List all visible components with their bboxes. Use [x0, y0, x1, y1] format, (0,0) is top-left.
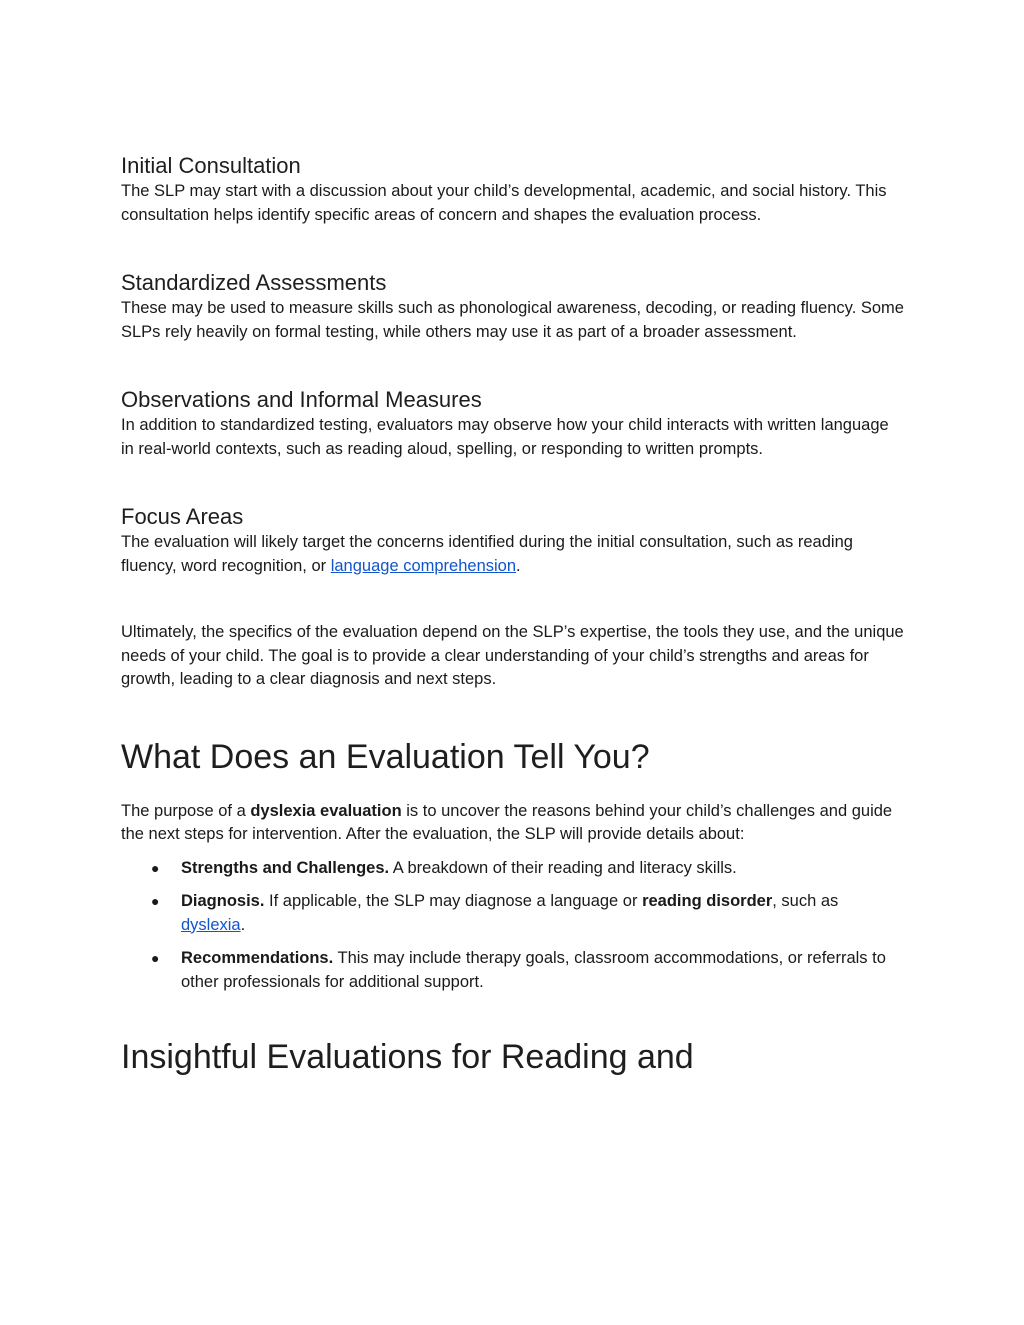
language-comprehension-link[interactable]: language comprehension [330, 556, 517, 575]
bullet-text: If applicable, the SLP may diagnose a language or [264, 892, 643, 910]
list-item [121, 857, 906, 881]
evaluation-intro [121, 800, 906, 847]
section-heading: Observations and Informal Measures [121, 387, 482, 412]
section-body: These may be used to measure skills such as phonological awareness, decoding, or reading fluency. Some SLPs rely heavily on formal testing, while others may use it as part of a broader assessment. [121, 299, 904, 341]
section-initial-consultation [121, 152, 906, 227]
section-standardized-assessments [121, 269, 906, 344]
section-focus-areas [121, 503, 906, 578]
intro-bold: dyslexia evaluation [250, 801, 402, 820]
section-body: The SLP may start with a discussion about your child’s developmental, academic, and social history. This consultation helps identify specific areas of concern and shapes the evaluation process. [121, 182, 887, 224]
bullet-text: A breakdown of their reading and literacy skills. [389, 858, 737, 877]
bullet-bold-reading-disorder: reading disorder [642, 892, 773, 910]
bullet-bold: Recommendations. [181, 949, 334, 967]
evaluation-bullet-list [121, 857, 906, 995]
list-item [121, 947, 906, 994]
closing-paragraph: Ultimately, the specifics of the evaluation depend on the SLP’s expertise, the tools they use, and the unique needs of your child. The goal is to provide a clear understanding of your child’s strengths and areas for growth, leading to a clear diagnosis and next steps. [121, 623, 904, 688]
section-heading: Standardized Assessments [121, 270, 387, 295]
section-observations [121, 386, 906, 461]
focus-text-end: . [516, 556, 521, 575]
evaluation-heading: What Does an Evaluation Tell You? [121, 737, 650, 776]
list-item [121, 890, 906, 937]
intro-text-end: is to uncover the reasons behind your child’s challenges and guide the next steps for intervention. After the evaluation, the SLP will provide details about: [121, 801, 893, 843]
bullet-bold: Strengths and Challenges. [181, 858, 390, 877]
bullet-text: , such as [772, 892, 839, 910]
section-body [121, 531, 906, 578]
section-heading: Focus Areas [121, 504, 244, 529]
bullet-icon: ● [151, 859, 160, 876]
dyslexia-link[interactable]: dyslexia [181, 915, 241, 934]
bullet-icon: ● [151, 950, 160, 966]
section-body: In addition to standardized testing, evaluators may observe how your child interacts with written language in real-world contexts, such as reading aloud, spelling, or responding to written prompts. [121, 416, 889, 458]
focus-text: The evaluation will likely target the concerns identified during the initial consultation, such as reading fluency, word recognition, or [121, 533, 853, 575]
bullet-text: This may include therapy goals, classroom accommodations, or referrals to other professionals for additional support. [181, 949, 886, 991]
insightful-evaluations-heading: Insightful Evaluations for Reading and [121, 1038, 694, 1076]
intro-text: The purpose of a [121, 801, 251, 820]
section-heading: Initial Consultation [121, 153, 301, 178]
bullet-text: . [240, 915, 246, 934]
bullet-bold: Diagnosis. [181, 892, 265, 910]
bullet-icon: ● [151, 893, 160, 909]
